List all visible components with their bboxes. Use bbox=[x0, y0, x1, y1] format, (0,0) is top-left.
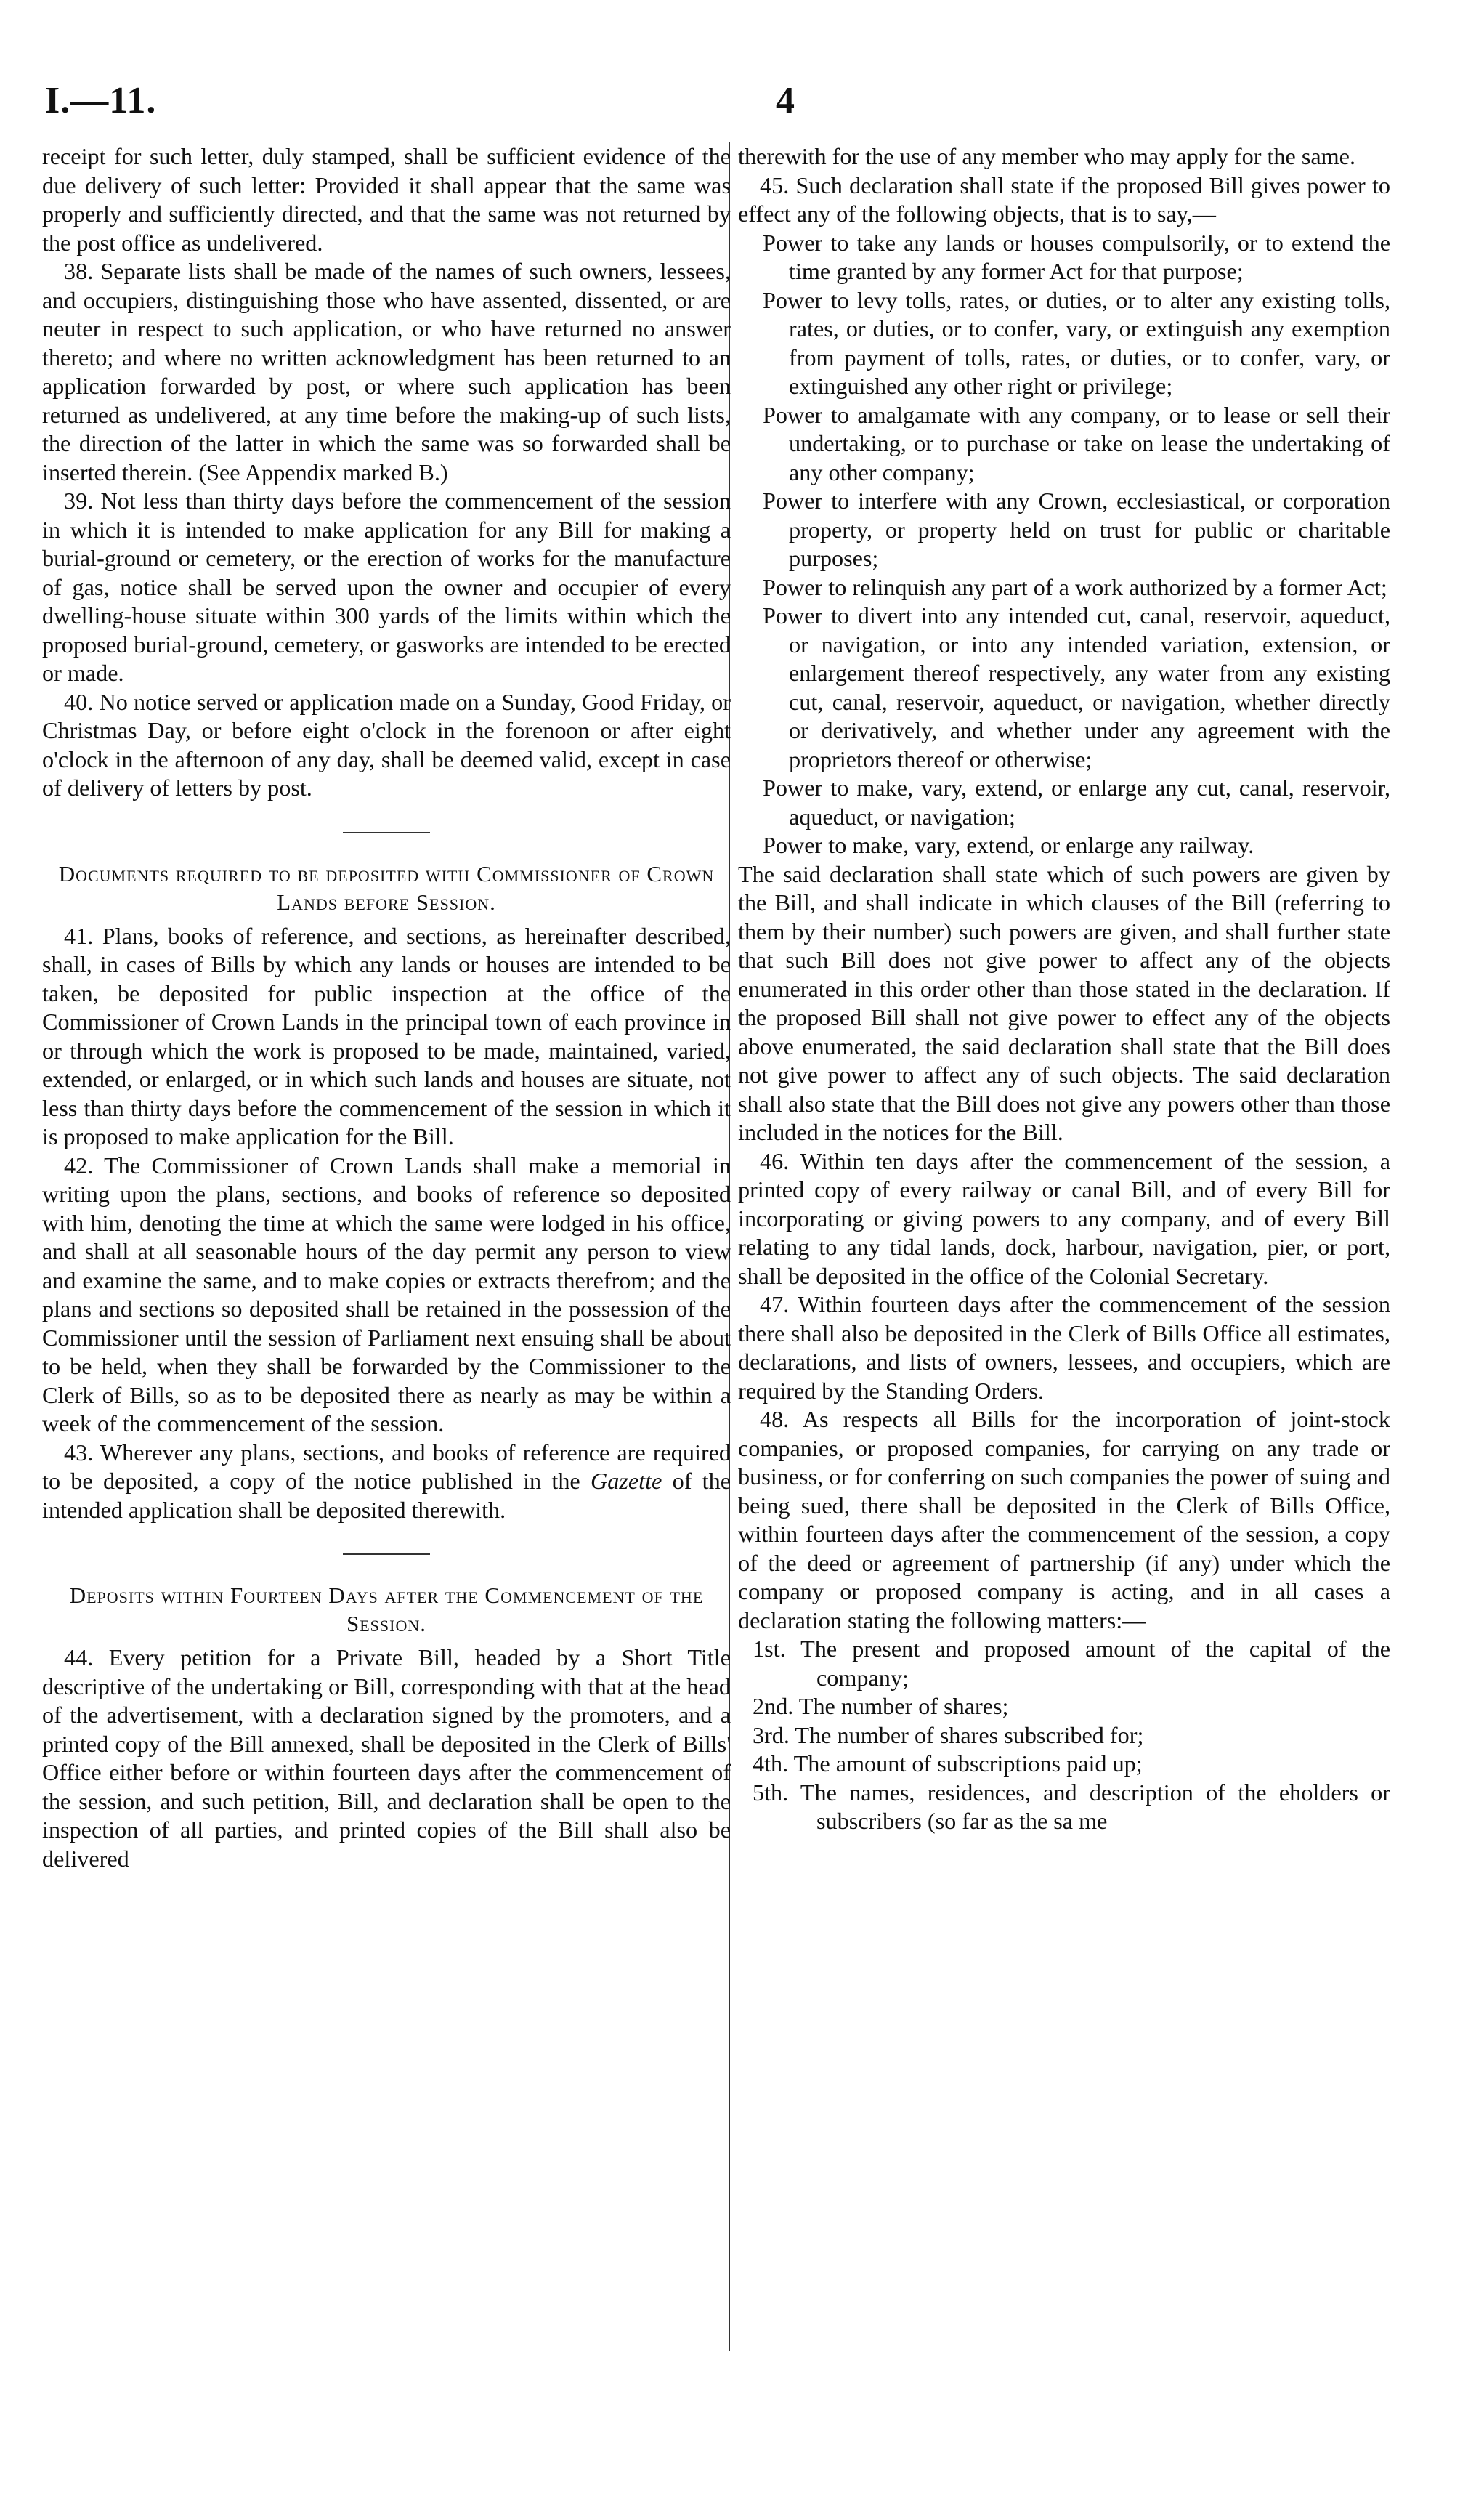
paragraph-39: 39. Not less than thirty days before the commencement of the session in which it is intended to make application for any Bill for making a burial-ground or cemetery, or the erection of works for the manufacture of gas, notice shall be served upon the owner and occupier of every dwelling-house situate within 300 yards of the limits within which the proposed burial-ground, cemetery, or gasworks are intended to be erected or made. bbox=[42, 488, 731, 686]
power-item: Power to levy tolls, rates, or duties, or to alter any existing tolls, rates, or duties, or to confer, vary, or extinguish any exemption from payment of tolls, rates, or duties, or to confer, vary, or extinguished any other right or privilege; bbox=[763, 286, 1390, 399]
power-item: Power to divert into any intended cut, canal, reservoir, aqueduct, or navigation, or into any intended variation, extension, or enlargement thereof respectively, any water from any existing cut, canal, reservoir, aqueduct, or navigation, whether directly or derivatively, and whether under any agreement with the proprietors thereof or otherwise; bbox=[763, 602, 1390, 772]
paragraph-43-end: of the intended application shall be deposited therewith. bbox=[42, 1468, 731, 1523]
power-item: Power to interfere with any Crown, ecclesiastical, or corporation property, or property held on trust for public or charitable purposes; bbox=[763, 488, 1390, 571]
paragraph-41: 41. Plans, books of reference, and sections, as hereinafter described, shall, in cases of Bills by which any lands or houses are intended to be taken, be deposited for public inspection at the office of the Commissioner of Crown Lands in the principal town of each province in or through which the work is proposed to be made, maintained, varied, extended, or enlarged, or in which such lands and houses are situate, not less than thirty days before the commencement of the session in which it is proposed to make application for the Bill. bbox=[42, 922, 731, 1149]
paragraph-continued: therewith for the use of any member who may apply for the same. bbox=[738, 143, 1356, 169]
paragraph-38: 38. Separate lists shall be made of the names of such owners, lessees, and occupiers, distinguishing those who have assented, dissented, or are neuter in respect to such application, or who have returned no answer thereto; and where no written acknowledgment has been returned to an application forwarded by post, or where such application has been returned as undelivered, at any time before the making-up of such lists, the direction of the latter in which the same was so forwarded shall be inserted therein. (See Appendix marked B.) bbox=[42, 258, 731, 485]
paragraph-42: 42. The Commissioner of Crown Lands shall make a memorial in writing upon the plans, sections, and books of reference so deposited with him, denoting the time at which the same were lodged in his office, and shall at all seasonable hours of the day permit any person to view and examine the same, and to make copies or extracts therefrom; and the plans and sections so deposited shall be retained in the possession of the Commissioner until the session of Parliament next ensuing shall be about to be held, when they shall be forwarded by the Commissioner to the Clerk of Bills, so as to be deposited there as nearly as may be within a week of the commencement of the session. bbox=[42, 1152, 731, 1436]
page-header bbox=[45, 76, 1440, 126]
matter-item: 4th. The amount of subscriptions paid up; bbox=[753, 1750, 1143, 1777]
matter-item: 1st. The present and proposed amount of the capital of the company; bbox=[753, 1636, 1390, 1691]
section-divider bbox=[343, 1553, 430, 1555]
paragraph-43-start: 43. Wherever any plans, sections, and books of reference are required to be deposited, a copy of the notice published in the bbox=[42, 1439, 731, 1494]
matter-item: 5th. The names, residences, and description of the eholders or subscribers (so far as the sa me bbox=[753, 1779, 1390, 1834]
section-divider bbox=[343, 832, 430, 833]
right-column bbox=[738, 142, 1390, 1836]
paragraph-continued: receipt for such letter, duly stamped, shall be sufficient evidence of the due delivery of such letter: Provided it shall appear that the same was properly and sufficiently directed, and that the same was not returned by the post office as undelivered. bbox=[42, 143, 731, 256]
paragraph-44: 44. Every petition for a Private Bill, headed by a Short Title descriptive of the undertaking or Bill, corresponding with that at the head of the advertisement, with a declaration signed by the promoters, and a printed copy of the Bill annexed, shall be deposited in the Clerk of Bills' Office either before or within fourteen days after the commencement of the session, and such petition, Bill, and declaration shall be open to the inspection of all parties, and printed copies of the Bill shall also be delivered bbox=[42, 1644, 731, 1872]
left-column bbox=[42, 142, 731, 1873]
power-item: Power to take any lands or houses compulsorily, or to extend the time granted by any former Act for that purpose; bbox=[763, 229, 1390, 284]
paragraph-45-declaration: The said declaration shall state which of such powers are given by the Bill, and shall indicate in which clauses of the Bill (referring to them by their number) such powers are given, and shall further state that such Bill does not give power to affect any of the objects enumerated in this order other than those stated in the declaration. If the proposed Bill shall not give power to effect any of the objects above enumerated, the said declaration shall state that the Bill does not give power to affect any of such objects. The said declaration shall also state that the Bill does not give any powers other than those included in the notices for the Bill. bbox=[738, 860, 1390, 1145]
matter-item: 3rd. The number of shares subscribed for; bbox=[753, 1721, 1144, 1748]
power-item: Power to make, vary, extend, or enlarge any cut, canal, reservoir, aqueduct, or navigation; bbox=[763, 775, 1390, 830]
paper-reference: I.—11. bbox=[45, 80, 157, 121]
power-item: Power to amalgamate with any company, or to lease or sell their undertaking, or to purchase or take on lease the undertaking of any other company; bbox=[763, 401, 1390, 485]
power-item: Power to relinquish any part of a work authorized by a former Act; bbox=[763, 573, 1387, 600]
page-number: 4 bbox=[776, 80, 795, 121]
paragraph-43 bbox=[42, 1439, 731, 1525]
paragraph-46: 46. Within ten days after the commencement of the session, a printed copy of every railway or canal Bill, and of every Bill for incorporating or giving powers to any company, and of every Bill relating to any tidal lands, dock, harbour, navigation, pier, or port, shall be deposited in the office of the Colonial Secretary. bbox=[738, 1147, 1390, 1289]
power-item: Power to make, vary, extend, or enlarge any railway. bbox=[763, 832, 1254, 858]
matter-item: 2nd. The number of shares; bbox=[753, 1693, 1009, 1719]
paragraph-48: 48. As respects all Bills for the incorporation of joint-stock companies, or proposed companies, for carrying on any trade or business, or for conferring on such companies the power of suing and being sued, there shall be deposited in the Clerk of Bills Office, within fourteen days after the commencement of the session, a copy of the deed or agreement of partnership (if any) under which the company or proposed company is acting, and in all cases a declaration stating the following matters:— bbox=[738, 1406, 1390, 1633]
section-heading-documents: Documents required to be deposited with Commissioner of Crown Lands before Session. bbox=[58, 860, 715, 915]
section-heading-deposits: Deposits within Fourteen Days after the Commencement of the Session. bbox=[69, 1583, 704, 1636]
gazette-italic: Gazette bbox=[591, 1468, 662, 1494]
paragraph-40: 40. No notice served or application made on a Sunday, Good Friday, or Christmas Day, or before eight o'clock in the forenoon or after eight o'clock in the afternoon of any day, shall be deemed valid, except in case of delivery of letters by post. bbox=[42, 688, 731, 801]
paragraph-47: 47. Within fourteen days after the commencement of the session there shall also be deposited in the Clerk of Bills Office all estimates, declarations, and lists of owners, lessees, and occupiers, which are required by the Standing Orders. bbox=[738, 1291, 1390, 1404]
paragraph-45: 45. Such declaration shall state if the proposed Bill gives power to effect any of the following objects, that is to say,— bbox=[738, 171, 1390, 227]
